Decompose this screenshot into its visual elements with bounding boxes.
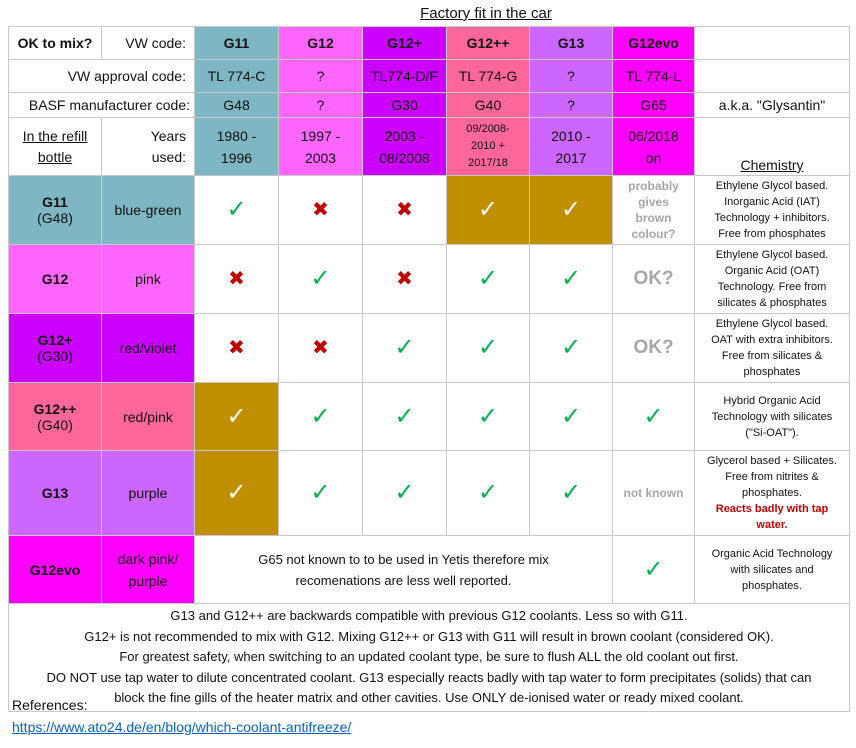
col-code-g12: G12 [279,27,363,60]
row-g11 [9,176,850,245]
mix-cell [447,451,530,536]
mix-cell [279,176,363,245]
footer-note: DO NOT use tap water to dilute concentrated coolant. G13 especially reacts badly with tap water to form precipitates (solids) that can [46,669,812,685]
chemistry-g12plusplus: Hybrid Organic Acid Technology with silicates ("Si-OAT"). [695,383,850,451]
tick-icon: ✓ [394,479,415,506]
factory-fit-caption: Factory fit in the car [420,5,552,22]
col-code-g12plus: G12+ [363,27,447,60]
evo-note-g13: not known [613,451,695,536]
tick-icon: ✓ [394,402,415,430]
years-g11: 1980 - 1996 [195,118,279,176]
basf-g12evo: G65 [613,93,695,118]
approval-g12plusplus: TL 774-G [447,60,530,93]
tick-icon: ✓ [477,265,499,292]
basf-g13: ? [530,93,613,118]
tick-icon: ✓ [477,334,499,361]
basf-g12: ? [279,93,363,118]
tick-icon: ✓ [310,479,331,506]
row-colour-g12evo: dark pink/ purple [102,536,195,604]
row-code-g12plus: G12+ (G30) [9,314,102,383]
tick-icon: ✓ [560,196,582,223]
years-g12: 1997 - 2003 [279,118,363,176]
chemistry-g11: Ethylene Glycol based. Inorganic Acid (IAT) Technology + inhibitors. Free from phosphates [695,176,850,245]
mix-cell [613,536,695,604]
approval-g13: ? [530,60,613,93]
approval-g12: ? [279,60,363,93]
refill-label: In the refill bottle [9,118,102,176]
mix-cell [530,451,613,536]
row-code-g12evo: G12evo [9,536,102,604]
col-code-g13: G13 [530,27,613,60]
mix-cell [530,383,613,451]
mix-cell [530,314,613,383]
tick-icon: ✓ [477,402,499,430]
mix-cell [195,245,279,314]
years-g13: 2010 - 2017 [530,118,613,176]
mix-cell [613,383,695,451]
mix-cell-brown [195,451,279,536]
mix-cell [363,176,447,245]
mix-cell [363,314,447,383]
g65-note: G65 not known to to be used in Yetis therefore mix recomenations are less well reported. [195,536,613,604]
tick-icon: ✓ [226,196,247,223]
tick-icon: ✓ [560,402,582,430]
row-g12plusplus [9,383,850,451]
mix-cell-brown [195,383,279,451]
tick-icon: ✓ [477,479,499,506]
vw-code-label: VW code: [102,27,195,60]
evo-note-g12: OK? [613,245,695,314]
mix-cell [447,383,530,451]
mix-cell [195,176,279,245]
footer-note: G13 and G12++ are backwards compatible with previous G12 coolants. Less so with G11. [170,608,688,623]
mix-cell [195,314,279,383]
tick-icon: ✓ [226,402,247,430]
cross-icon: ✖ [228,268,245,290]
years-g12plusplus: 09/2008- 2010 + 2017/18 [447,118,530,176]
tick-icon: ✓ [477,196,499,223]
years-row [9,118,850,176]
row-g12plus [9,314,850,383]
approval-g12evo: TL 774-L [613,60,695,93]
glysantin-aka: a.k.a. "Glysantin" [695,93,850,118]
row-g13 [9,451,850,536]
chemistry-heading: Chemistry [695,118,850,176]
col-code-g12evo: G12evo [613,27,695,60]
row-code-g12plusplus: G12++ (G40) [9,383,102,451]
empty-cell [695,60,850,93]
mix-cell [279,314,363,383]
approval-g12plus: TL774-D/F [363,60,447,93]
chemistry-g12: Ethylene Glycol based. Organic Acid (OAT) Technology. Free from silicates & phosphates [695,245,850,314]
tick-icon: ✓ [226,479,247,506]
years-g12evo: 06/2018 on [613,118,695,176]
tick-icon: ✓ [394,334,415,361]
mix-cell [363,451,447,536]
cross-icon: ✖ [312,199,329,221]
tick-icon: ✓ [310,265,331,292]
chemistry-g12plus: Ethylene Glycol based. OAT with extra inhibitors. Free from silicates & phosphates [695,314,850,383]
cross-icon: ✖ [396,268,413,290]
evo-note-g12plus: OK? [613,314,695,383]
footer-note: block the fine gills of the heater matrix and other cavities. Use ONLY de-ionised water or ready mixed coolant. [114,690,744,705]
mix-cell [279,245,363,314]
vw-approval-row [9,60,850,93]
vw-approval-label: VW approval code: [9,60,195,93]
chemistry-g12evo: Organic Acid Technology with silicates and phosphates. [695,536,850,604]
footer-notes [9,604,850,712]
mix-cell [447,245,530,314]
mix-cell-brown [447,176,530,245]
tap-water-warning: Reacts badly with tap water. [715,503,829,531]
cross-icon: ✖ [396,199,413,221]
row-colour-g12: pink [102,245,195,314]
years-g12plus: 2003 - 08/2008 [363,118,447,176]
corner-label: OK to mix? [9,27,102,60]
references-label: References: [12,697,88,713]
row-colour-g12plusplus: red/pink [102,383,195,451]
mix-cell [447,314,530,383]
row-code-g12: G12 [9,245,102,314]
row-colour-g11: blue-green [102,176,195,245]
mix-cell [279,451,363,536]
coolant-compatibility-table [8,26,850,712]
tick-icon: ✓ [560,334,582,361]
reference-link[interactable]: https://www.ato24.de/en/blog/which-coolant-antifreeze/ [12,719,352,735]
row-colour-g13: purple [102,451,195,536]
basf-g12plus: G30 [363,93,447,118]
mix-cell-brown [530,176,613,245]
row-g12 [9,245,850,314]
footer-note: For greatest safety, when switching to an updated coolant type, be sure to flush ALL the old coolant out first. [119,649,739,664]
years-label: Years used: [102,118,195,176]
mix-cell [363,245,447,314]
mix-cell [363,383,447,451]
chemistry-g13: Glycerol based + Silicates. Free from nitrites & phosphates. Reacts badly with tap water. [695,451,850,536]
footer-notes-row [9,604,850,712]
col-code-g12plusplus: G12++ [447,27,530,60]
row-g12evo [9,536,850,604]
basf-g11: G48 [195,93,279,118]
basf-row [9,93,850,118]
tick-icon: ✓ [643,402,664,430]
tick-icon: ✓ [643,555,664,583]
tick-icon: ✓ [560,479,582,506]
mix-cell [530,245,613,314]
basf-g12plusplus: G40 [447,93,530,118]
row-colour-g12plus: red/violet [102,314,195,383]
evo-note-g11: probably gives brown colour? [613,176,695,245]
cross-icon: ✖ [312,337,329,359]
empty-cell [695,27,850,60]
tick-icon: ✓ [560,265,582,292]
vw-code-row [9,27,850,60]
row-code-g13: G13 [9,451,102,536]
approval-g11: TL 774-C [195,60,279,93]
cross-icon: ✖ [228,337,245,359]
col-code-g11: G11 [195,27,279,60]
row-code-g11: G11 (G48) [9,176,102,245]
mix-cell [279,383,363,451]
footer-note: G12+ is not recommended to mix with G12. Mixing G12++ or G13 with G11 will result in brown coolant (considered OK). [84,628,774,644]
basf-label: BASF manufacturer code: [9,93,195,118]
tick-icon: ✓ [310,402,331,430]
